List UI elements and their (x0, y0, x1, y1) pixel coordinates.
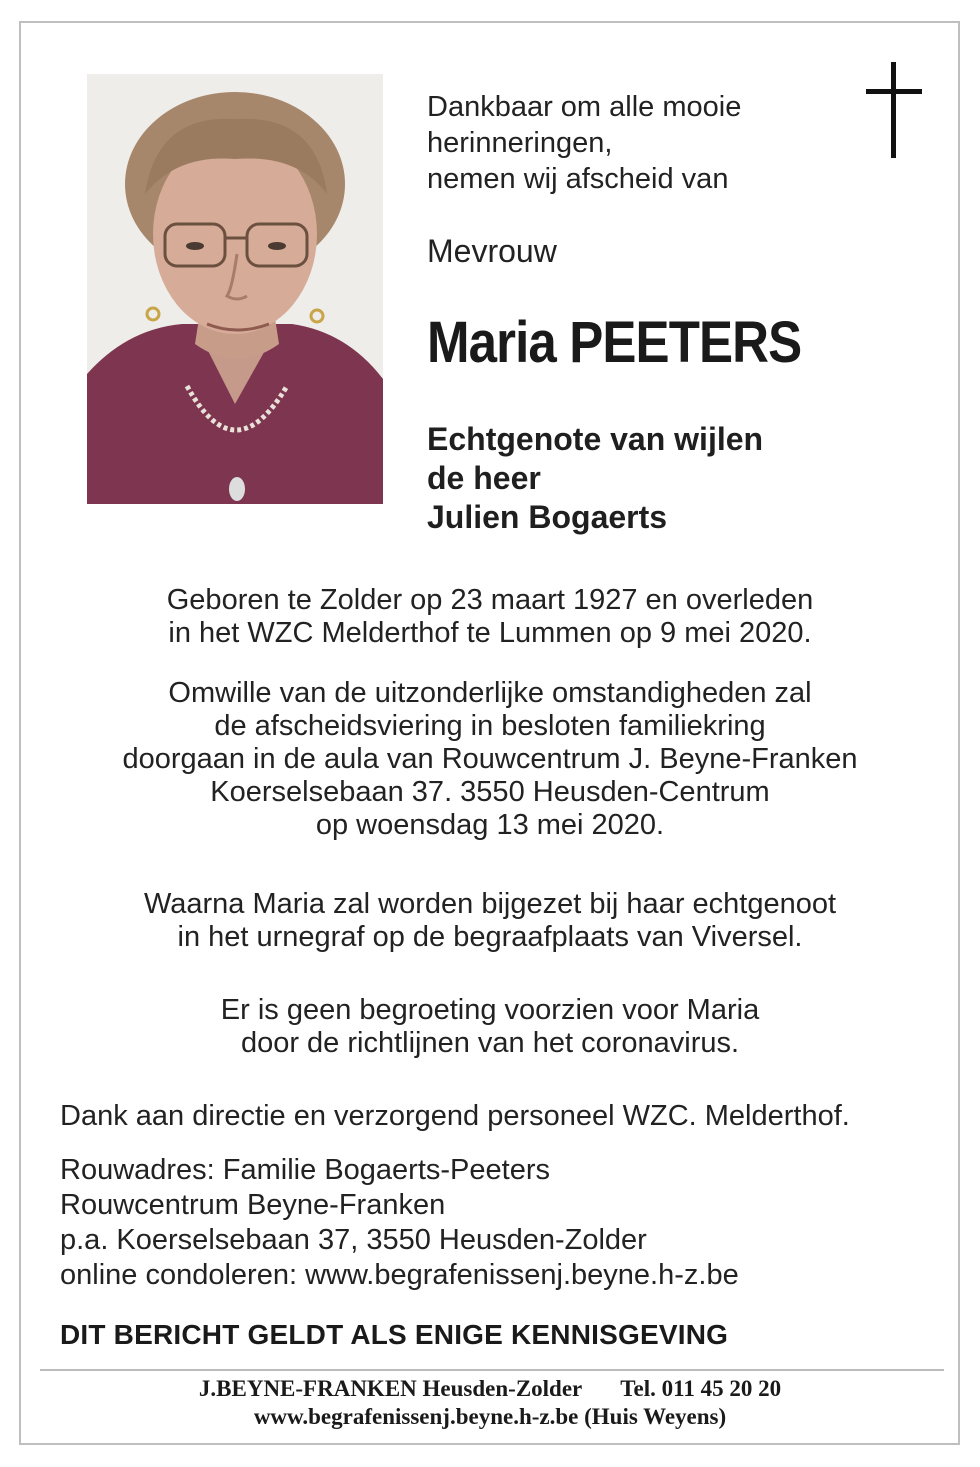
greeting-info (21, 994, 959, 1060)
thanks-text: Dank aan directie en verzorgend personeel WZC. Melderthof. (60, 1100, 850, 1132)
deceased-name: Maria PEETERS (427, 310, 802, 375)
burial-line: in het urnegraf op de begraafplaats van Viversel. (177, 921, 803, 953)
ceremony-line: Omwille van de uitzonderlijke omstandigheden zal (168, 677, 812, 709)
salutation: Mevrouw (427, 233, 557, 269)
ceremony-line: Koerselsebaan 37. 3550 Heusden-Centrum (210, 776, 770, 808)
spouse-line: Julien Bogaerts (427, 499, 668, 535)
ceremony-line: doorgaan in de aula van Rouwcentrum J. Beyne-Franken (122, 743, 858, 775)
intro-line: Dankbaar om alle mooie (427, 91, 742, 123)
notice-text: DIT BERICHT GELDT ALS ENIGE KENNISGEVING (60, 1319, 729, 1350)
spouse-info (427, 420, 877, 537)
ceremony-info (21, 677, 959, 842)
birth-line: in het WZC Melderthof te Lummen op 9 mei 2020. (168, 617, 812, 649)
burial-info (21, 888, 959, 954)
mourning-address (60, 1153, 739, 1293)
intro-line: herinneringen, (427, 127, 613, 159)
birth-death-info (21, 584, 959, 650)
intro-line: nemen wij afscheid van (427, 163, 729, 195)
spouse-line: de heer (427, 460, 541, 496)
footer-company-line (21, 1375, 959, 1403)
burial-line: Waarna Maria zal worden bijgezet bij haar echtgenoot (143, 888, 837, 920)
address-line: Rouwadres: Familie Bogaerts-Peeters (60, 1154, 550, 1186)
address-line: Rouwcentrum Beyne-Franken (60, 1189, 446, 1221)
birth-line: Geboren te Zolder op 23 maart 1927 en overleden (166, 584, 814, 616)
portrait-photo (87, 74, 383, 504)
cross-icon (866, 62, 922, 158)
address-line: p.a. Koerselsebaan 37, 3550 Heusden-Zolder (60, 1224, 647, 1256)
spouse-line: Echtgenote van wijlen (427, 421, 764, 457)
greeting-line: Er is geen begroeting voorzien voor Maria (220, 994, 760, 1026)
footer-website: www.begrafenissenj.beyne.h-z.be (Huis Weyens) (253, 1404, 727, 1429)
footer-company: J.BEYNE-FRANKEN Heusden-Zolder (198, 1376, 583, 1401)
divider (40, 1369, 944, 1371)
address-line: online condoleren: www.begrafenissenj.beyne.h-z.be (60, 1259, 739, 1291)
ceremony-line: de afscheidsviering in besloten familiekring (214, 710, 766, 742)
intro-text (427, 89, 847, 197)
footer-phone: Tel. 011 45 20 20 (620, 1376, 782, 1401)
greeting-line: door de richtlijnen van het coronavirus. (240, 1027, 740, 1059)
ceremony-line: op woensdag 13 mei 2020. (315, 809, 665, 841)
